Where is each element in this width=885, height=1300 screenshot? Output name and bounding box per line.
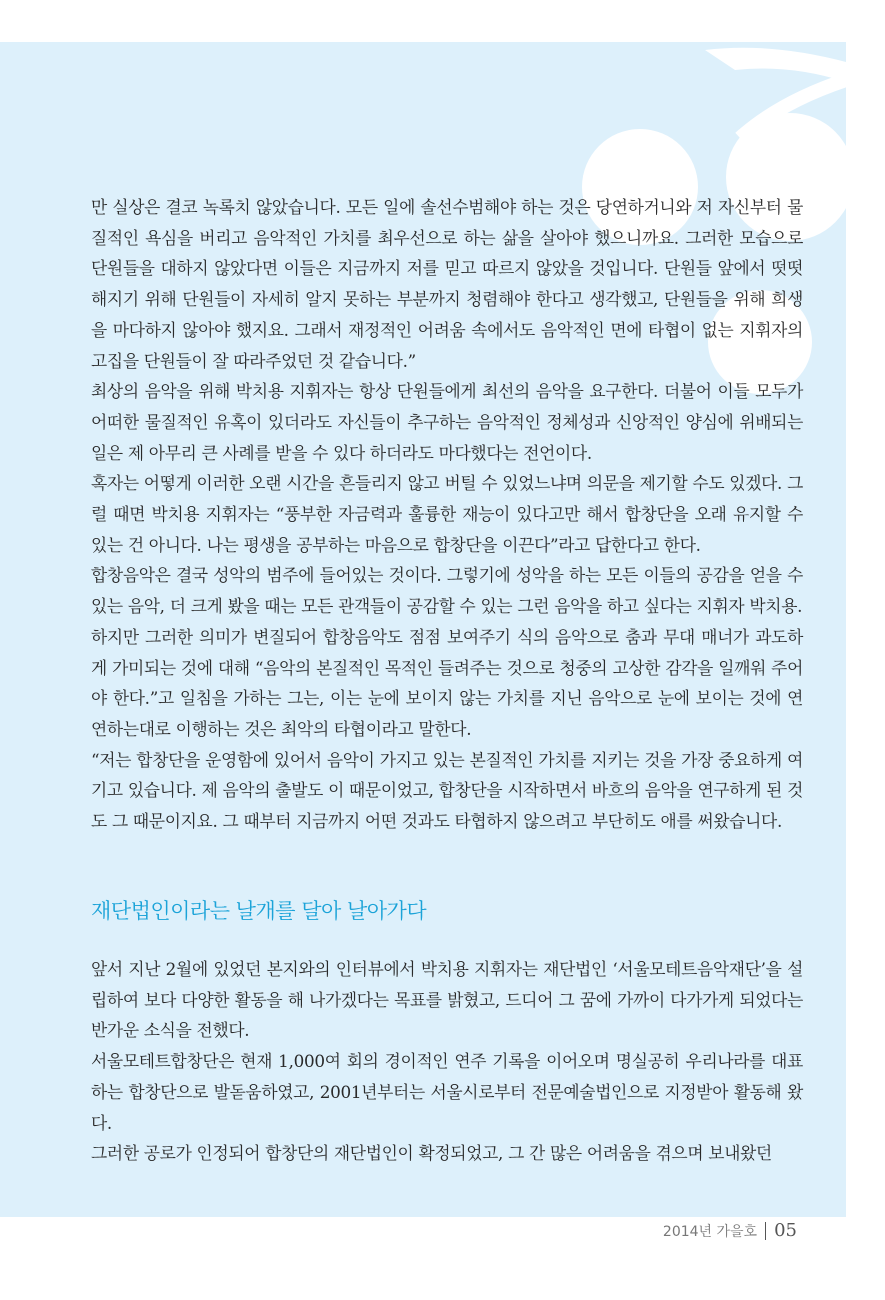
paragraph: 앞서 지난 2월에 있었던 본지와의 인터뷰에서 박치용 지휘자는 재단법인 ‘서울모테트음악재단’을 설립하여 보다 다양한 활동을 해 나가겠다는 목표를 밝혔고, 드디어 그 꿈에 가까이 다가가게 되었다는 반가운 소식을 전했다.	[91, 959, 803, 1041]
footer-divider	[765, 1222, 766, 1240]
paragraph: 최상의 음악을 위해 박치용 지휘자는 항상 단원들에게 최선의 음악을 요구한다. 더불어 이들 모두가 어떠한 물질적인 유혹이 있더라도 자신들이 추구하는 음악적인 정체성과 신앙적인 양심에 위배되는 일은 제 아무리 큰 사례를 받을 수 있다 하더라도 마다했다는 전언이다.	[91, 381, 803, 463]
paragraph: “저는 합창단을 운영함에 있어서 음악이 가지고 있는 본질적인 가치를 지키는 것을 가장 중요하게 여기고 있습니다. 제 음악의 출발도 이 때문이었고, 합창단을 시작하면서 바흐의 음악을 연구하게 된 것도 그 때문이지요. 그 때부터 지금까지 어떤 것과도 타협하지 않으려고 부단히도 애를 써왔습니다.	[91, 749, 803, 832]
section-heading: 재단법인이라는 날개를 달아 날아가다	[91, 899, 427, 923]
page-number: 05	[774, 1220, 797, 1241]
paragraph: 그러한 공로가 인정되어 합창단의 재단법인이 확정되었고, 그 간 많은 어려움을 겪으며 보내왔던	[91, 1143, 772, 1164]
paragraph: 하지만 그러한 의미가 변질되어 합창음악도 점점 보여주기 식의 음악으로 춤과 무대 매너가 과도하게 가미되는 것에 대해 “음악의 본질적인 목적인 들려주는 것으로 청중의 고상한 감각을 일깨워 주어야 한다.”고 일침을 가하는 그는, 이는 눈에 보이지 않는 가치를 지닌 음악으로 눈에 보이는 것에 연연하는대로 이행하는 것은 최악의 타협이라고 말한다.	[91, 626, 803, 739]
issue-label: 2014년 가을호	[662, 1223, 758, 1240]
paragraph: 서울모테트합창단은 현재 1,000여 회의 경이적인 연주 기록을 이어오며 명실공히 우리나라를 대표하는 합창단으로 발돋움하였고, 2001년부터는 서울시로부터 전문예술법인으로 지정받아 활동해 왔다.	[91, 1051, 803, 1133]
article-body-bottom	[91, 954, 803, 1169]
paragraph: 합창음악은 결국 성악의 범주에 들어있는 것이다. 그렇기에 성악을 하는 모든 이들의 공감을 얻을 수 있는 음악, 더 크게 봤을 때는 모든 관객들이 공감할 수 있는 그런 음악을 하고 싶다는 지휘자 박치용.	[91, 565, 803, 617]
page-footer	[663, 1220, 797, 1241]
article-body-top	[91, 192, 803, 837]
decorative-arc	[705, 48, 846, 82]
paragraph: 혹자는 어떻게 이러한 오랜 시간을 흔들리지 않고 버틸 수 있었느냐며 의문을 제기할 수도 있겠다. 그럴 때면 박치용 지휘자는 “풍부한 자금력과 훌륭한 재능이 있다고만 해서 합창단을 오래 유지할 수 있는 건 아니다. 나는 평생을 공부하는 마음으로 합창단을 이끈다”라고 답한다고 한다.	[91, 473, 803, 555]
paragraph: 만 실상은 결코 녹록치 않았습니다. 모든 일에 솔선수범해야 하는 것은 당연하거니와 저 자신부터 물질적인 욕심을 버리고 음악적인 가치를 최우선으로 하는 삶을 살아야 했으니까요. 그러한 모습으로 단원들을 대하지 않았다면 이들은 지금까지 저를 믿고 따르지 않았을 것입니다. 단원들 앞에서 떳떳해지기 위해 단원들이 자세히 알지 못하는 부분까지 청렴해야 한다고 생각했고, 단원들을 위해 희생을 마다하지 않아야 했지요. 그래서 재정적인 어려움 속에서도 음악적인 면에 타협이 없는 지휘자의 고집을 단원들이 잘 따라주었던 것 같습니다.”	[91, 197, 803, 371]
